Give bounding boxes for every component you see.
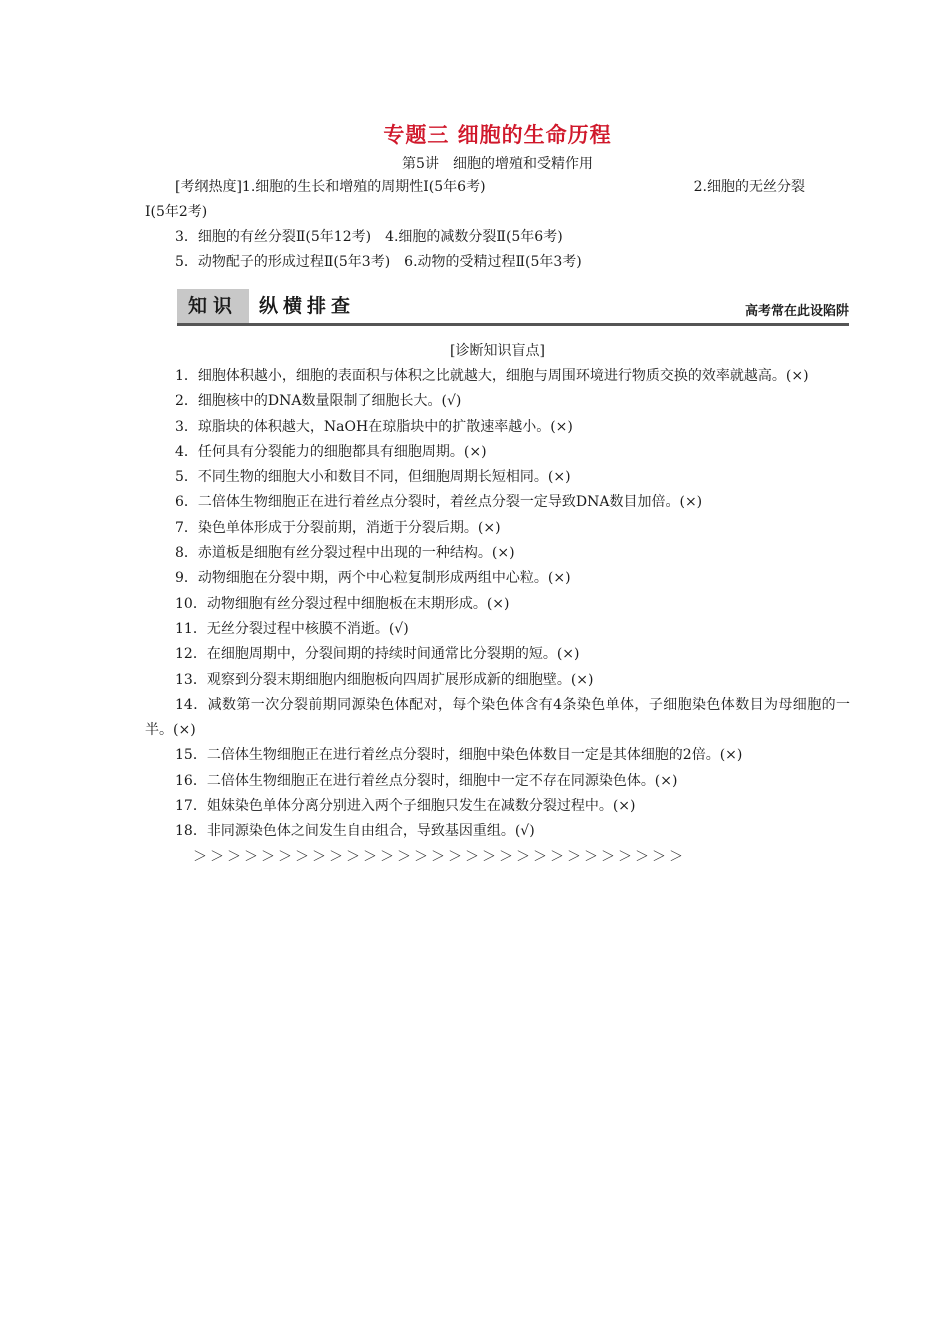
syllabus-line-1-left: [考纲热度]1.细胞的生长和增殖的周期性Ⅰ(5年6考) <box>175 179 486 195</box>
list-item: 7．染色单体形成于分裂前期，消逝于分裂后期。(×) <box>175 519 501 536</box>
list-item: 17．姐妹染色单体分离分别进入两个子细胞只发生在减数分裂过程中。(×) <box>175 798 636 815</box>
list-item: 4．任何具有分裂能力的细胞都具有细胞周期。(×) <box>175 443 487 460</box>
list-item: 13．观察到分裂末期细胞内细胞板向四周扩展形成新的细胞壁。(×) <box>175 671 594 688</box>
list-item: 14．减数第一次分裂前期同源染色体配对，每个染色体含有4条染色单体，子细胞染色体数目为母细胞的一半。(×) <box>145 696 850 739</box>
list-item: 1．细胞体积越小，细胞的表面积与体积之比就越大，细胞与周围环境进行物质交换的效率就越高。(×) <box>175 368 809 384</box>
question-list <box>145 364 850 845</box>
list-item: 15．二倍体生物细胞正在进行着丝点分裂时，细胞中染色体数目一定是其体细胞的2倍。(×) <box>175 747 743 764</box>
syllabus-line-1 <box>145 175 850 200</box>
list-item: 16．二倍体生物细胞正在进行着丝点分裂时，细胞中一定不存在同源染色体。(×) <box>175 772 678 789</box>
syllabus-block <box>145 175 850 275</box>
banner-heading: 纵横排查 <box>259 295 356 317</box>
banner-note: 高考常在此设陷阱 <box>744 304 849 319</box>
list-item: 6．二倍体生物细胞正在进行着丝点分裂时，着丝点分裂一定导致DNA数目加倍。(×) <box>175 494 703 511</box>
section-heading: [诊断知识盲点] <box>450 343 545 359</box>
syllabus-line-3: 5．动物配子的形成过程Ⅱ(5年3考) 6.动物的受精过程Ⅱ(5年3考) <box>175 254 582 270</box>
list-item: 18．非同源染色体之间发生自由组合，导致基因重组。(√) <box>175 823 535 840</box>
banner-rule <box>177 323 849 326</box>
section-banner <box>177 289 849 329</box>
list-item: 9．动物细胞在分裂中期，两个中心粒复制形成两组中心粒。(×) <box>175 570 571 587</box>
list-item: 5．不同生物的细胞大小和数目不同，但细胞周期长短相同。(×) <box>175 469 571 486</box>
list-item: 11．无丝分裂过程中核膜不消逝。(√) <box>175 620 409 637</box>
list-item: 12．在细胞周期中，分裂间期的持续时间通常比分裂期的短。(×) <box>175 646 580 663</box>
lecture-subtitle: 第5讲 细胞的增殖和受精作用 <box>402 156 593 172</box>
banner-tag: 知识 <box>177 289 249 323</box>
list-item: 10．动物细胞有丝分裂过程中细胞板在末期形成。(×) <box>175 595 510 612</box>
syllabus-line-2: 3．细胞的有丝分裂Ⅱ(5年12考) 4.细胞的减数分裂Ⅱ(5年6考) <box>175 229 563 245</box>
page-title: 专题三 细胞的生命历程 <box>383 123 612 147</box>
syllabus-line-1-cont: Ⅰ(5年2考) <box>145 204 208 220</box>
list-item: 8．赤道板是细胞有丝分裂过程中出现的一种结构。(×) <box>175 545 515 562</box>
syllabus-line-1-right: 2.细胞的无丝分裂 <box>693 179 805 195</box>
chevron-divider: ＞＞＞＞＞＞＞＞＞＞＞＞＞＞＞＞＞＞＞＞＞＞＞＞＞＞＞＞＞ <box>193 848 686 865</box>
list-item: 3．琼脂块的体积越大，NaOH在琼脂块中的扩散速率越小。(×) <box>175 418 573 435</box>
document-page <box>145 118 850 869</box>
list-item: 2．细胞核中的DNA数量限制了细胞长大。(√) <box>175 393 462 410</box>
